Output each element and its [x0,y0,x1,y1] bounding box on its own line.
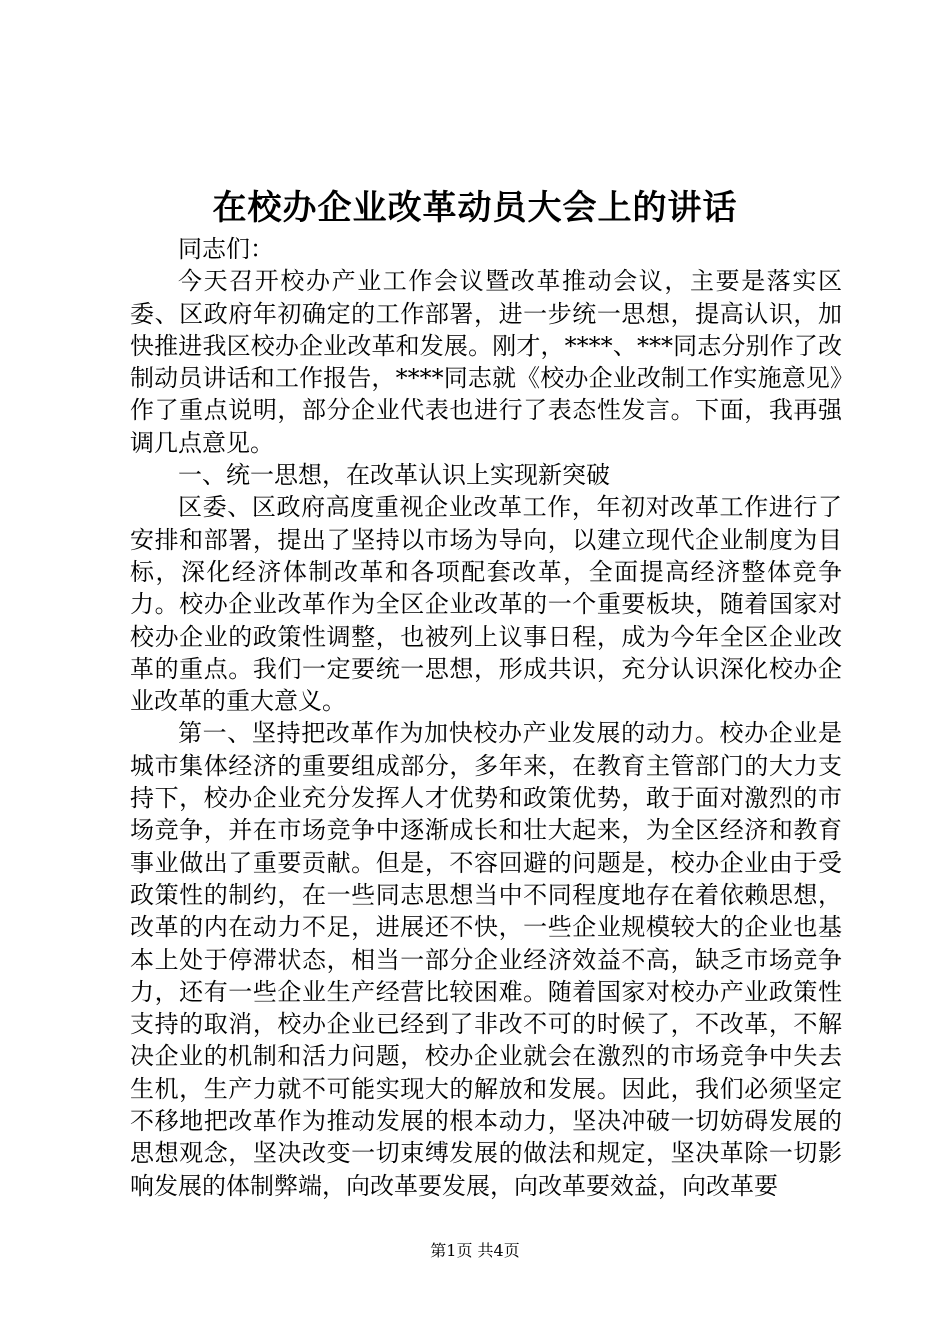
section-heading-1: 一、统一思想，在改革认识上实现新突破 [178,461,610,490]
paragraph-point-1: 第一、坚持把改革作为加快校办产业发展的动力。校办企业是城市集体经济的重要组成部分，多年来，在教育主管部门的大力支持下，校办企业充分发挥人才优势和政策优势，敢于面对激烈的市场竞争，并在市场竞争中逐渐成长和壮大起来，为全区经济和教育事业做出了重要贡献。但是，不容回避的问题是，校办企业由于受政策性的制约，在一些同志思想当中不同程度地存在着依赖思想，改革的内在动力不足，进展还不快，一些企业规模较大的企业也基本上处于停滞状态，相当一部分企业经济效益不高，缺乏市场竞争力，还有一些企业生产经营比较困难。随着国家对校办产业政策性支持的取消，校办企业已经到了非改不可的时候了，不改革，不解决企业的机制和活力问题，校办企业就会在激烈的市场竞争中失去生机，生产力就不可能实现大的解放和发展。因此，我们必须坚定不移地把改革作为推动发展的根本动力，坚决冲破一切妨碍发展的思想观念，坚决改变一切束缚发展的做法和规定，坚决革除一切影响发展的体制弊端，向改革要发展，向改革要效益，向改革要 [130,719,842,1200]
paragraph-section-1: 区委、区政府高度重视企业改革工作，年初对改革工作进行了安排和部署，提出了坚持以市场为导向，以建立现代企业制度为目标，深化经济体制改革和各项配套改革，全面提高经济整体竞争力。校办企业改革作为全区企业改革的一个重要板块，随着国家对校办企业的政策性调整，也被列上议事日程，成为今年全区企业改革的重点。我们一定要统一思想，形成共识，充分认识深化校办企业改革的重大意义。 [130,493,842,716]
paragraph-salutation: 同志们： [178,235,274,263]
document-body [130,233,842,1202]
document-title: 在校办企业改革动员大会上的讲话 [212,188,738,228]
paragraph-intro: 今天召开校办产业工作会议暨改革推动会议，主要是落实区委、区政府年初确定的工作部署，进一步统一思想，提高认识，加快推进我区校办企业改革和发展。刚才，****、***同志分别作了改制动员讲话和工作报告，****同志就《校办企业改制工作实施意见》作了重点说明，部分企业代表也进行了表态性发言。下面，我再强调几点意见。 [130,267,842,457]
page-number-footer: 第1页 共4页 [430,1241,520,1260]
